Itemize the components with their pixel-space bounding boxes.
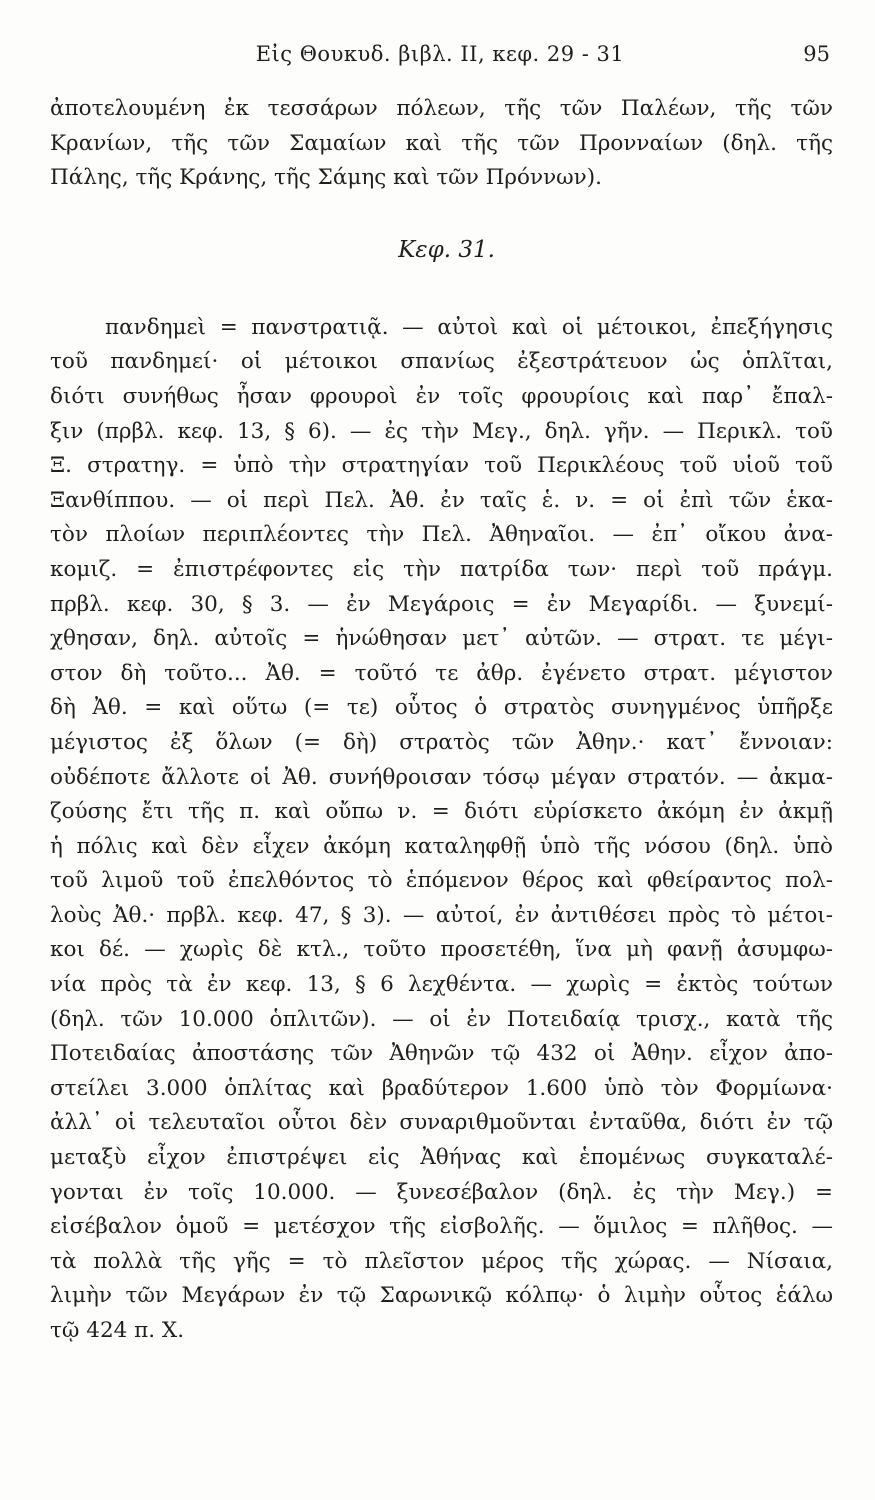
text-line: Ποτειδαίας ἀποστάσης τῶν Ἀθηνῶν τῷ 432 οἱ Ἀθην. εἶχον ἀπο- [50, 1041, 833, 1067]
text-line: εἰσέβαλον ὁμοῦ = μετέσχον τῆς εἰσβολῆς. — ὅμιλος = πλῆθος. — [50, 1214, 833, 1240]
text-line: ξιν (πρβλ. κεφ. 13, § 6). — ἐς τὴν Μεγ., δηλ. γῆν. — Περικλ. τοῦ [50, 418, 833, 444]
text-line: τὰ πολλὰ τῆς γῆς = τὸ πλεῖστον μέρος τῆς χώρας. — Νίσαια, [50, 1248, 833, 1274]
text-line: πανδημεὶ = πανστρατιᾷ. — αὐτοὶ καὶ οἱ μέτοικοι, ἐπεξήγησις [105, 314, 833, 340]
text-line: ἀλλ᾽ οἱ τελευταῖοι οὗτοι δὲν συναριθμοῦνται ἐνταῦθα, διότι ἐν τῷ [50, 1110, 833, 1136]
text-line: στείλει 3.000 ὁπλίτας καὶ βραδύτερον 1.600 ὑπὸ τὸν Φορμίωνα· [50, 1075, 833, 1101]
page-number: 95 [803, 42, 830, 66]
page-body [50, 92, 833, 1349]
running-title: Εἰς Θουκυδ. βιβλ. ΙΙ, κεφ. 29 - 31 [255, 42, 625, 66]
text-line: κοι δέ. — χωρὶς δὲ κτλ., τοῦτο προσετέθη, ἵνα μὴ φανῇ ἀσυμφω- [50, 937, 833, 963]
text-line: Κρανίων, τῆς τῶν Σαμαίων καὶ τῆς τῶν Προνναίων (δηλ. τῆς [50, 130, 833, 156]
text-line: τοῦ λιμοῦ τοῦ ἐπελθόντος τὸ ἑπόμενον θέρος καὶ φθείραντος πολ- [50, 868, 833, 894]
running-header [50, 42, 830, 74]
text-line: ἡ πόλις καὶ δὲν εἶχεν ἀκόμη καταληφθῇ ὑπὸ τῆς νόσου (δηλ. ὑπὸ [50, 833, 833, 859]
text-line: διότι συνήθως ἦσαν φρουροὶ ἐν τοῖς φρουρίοις καὶ παρ᾽ ἔπαλ- [50, 383, 833, 409]
text-line: στον δὴ τοῦτο... Ἀθ. = τοῦτό τε ἀθρ. ἐγένετο στρατ. μέγιστον [50, 660, 833, 686]
text-line: Ξανθίππου. — οἱ περὶ Πελ. Ἀθ. ἐν ταῖς ἑ. ν. = οἱ ἐπὶ τῶν ἑκα- [50, 487, 833, 513]
text-line: ζούσης ἔτι τῆς π. καὶ οὔπω ν. = διότι εὑρίσκετο ἀκόμη ἐν ἀκμῇ [50, 799, 833, 825]
text-line: λιμὴν τῶν Μεγάρων ἐν τῷ Σαρωνικῷ κόλπῳ· ὁ λιμὴν οὗτος ἑάλω [50, 1283, 833, 1309]
text-line: μεταξὺ εἶχον ἐπιστρέψει εἰς Ἀθήνας καὶ ἑπομένως συγκαταλέ- [50, 1145, 833, 1171]
text-line: οὐδέποτε ἄλλοτε οἱ Ἀθ. συνήθροισαν τόσῳ μέγαν στρατόν. — ἀκμα- [50, 764, 833, 790]
text-line: Ξ. στρατηγ. = ὑπὸ τὴν στρατηγίαν τοῦ Περικλέους τοῦ υἱοῦ τοῦ [50, 453, 833, 479]
text-line: τῷ 424 π. Χ. [50, 1318, 185, 1343]
text-line: Πάλης, τῆς Κράνης, τῆς Σάμης καὶ τῶν Πρόννων). [50, 165, 602, 191]
text-line: πρβλ. κεφ. 30, § 3. — ἐν Μεγάροις = ἐν Μεγαρίδι. — ξυνεμί- [50, 591, 833, 617]
text-line: νία πρὸς τὰ ἐν κεφ. 13, § 6 λεχθέντα. — χωρὶς = ἐκτὸς τούτων [50, 972, 833, 998]
text-line: τοῦ πανδημεί· οἱ μέτοικοι σπανίως ἐξεστράτευον ὡς ὁπλῖται, [50, 349, 833, 375]
text-line: κομιζ. = ἐπιστρέφοντες εἰς τὴν πατρίδα των· περὶ τοῦ πράγμ. [50, 556, 833, 582]
text-line: δὴ Ἀθ. = καὶ οὕτω (= τε) οὗτος ὁ στρατὸς συνηγμένος ὑπῆρξε [50, 695, 833, 721]
text-line: (δηλ. τῶν 10.000 ὁπλιτῶν). — οἱ ἐν Ποτειδαίᾳ τρισχ., κατὰ τῆς [50, 1006, 833, 1032]
text-line: ἀποτελουμένη ἐκ τεσσάρων πόλεων, τῆς τῶν Παλέων, τῆς τῶν [50, 96, 833, 121]
text-line: χθησαν, δηλ. αὐτοῖς = ἡνώθησαν μετ᾽ αὐτῶν. — στρατ. τε μέγι- [50, 626, 833, 652]
text-line: λοὺς Ἀθ.· πρβλ. κεφ. 47, § 3). — αὐτοί, ἐν ἀντιθέσει πρὸς τὸ μέτοι- [50, 902, 833, 928]
text-line: τὸν πλοίων περιπλέοντες τὴν Πελ. Ἀθηναῖοι. — ἐπ᾽ οἴκου ἀνα- [50, 522, 833, 548]
text-line: μέγιστος ἐξ ὅλων (= δὴ) στρατὸς τῶν Ἀθην.· κατ᾽ ἔννοιαν: [50, 729, 833, 755]
chapter-heading: Κεφ. 31. [398, 236, 495, 263]
text-line: γονται ἐν τοῖς 10.000. — ξυνεσέβαλον (δηλ. ἐς τὴν Μεγ.) = [50, 1179, 833, 1205]
